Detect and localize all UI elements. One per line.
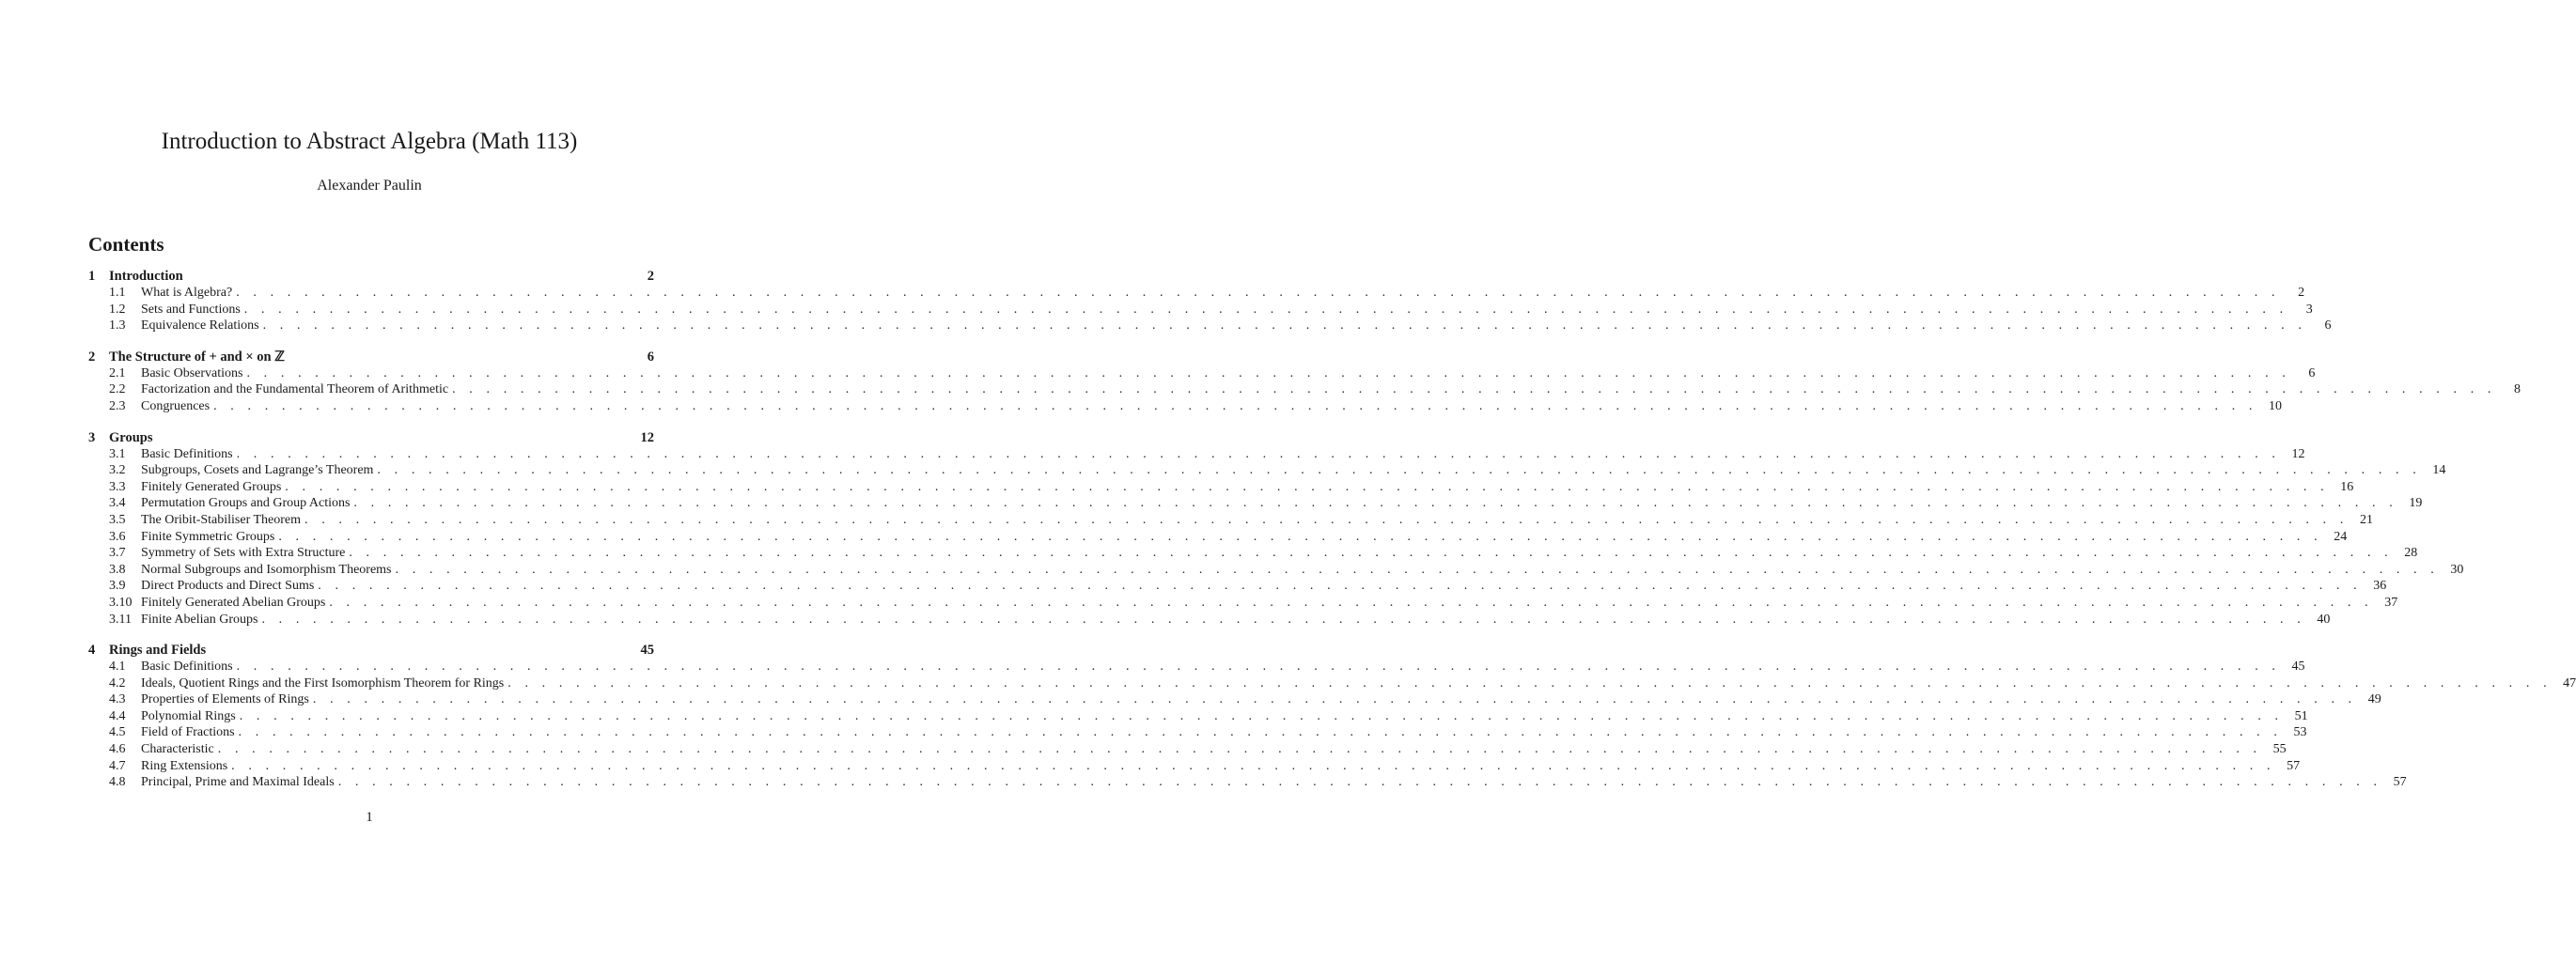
section-page-number: 53 [2293,725,2307,740]
section-number: 1.1 [109,286,126,300]
section-title: Principal, Prime and Maximal Ideals [141,775,335,790]
section-number: 3.1 [109,446,126,461]
toc-section-entry[interactable] [88,775,2407,792]
section-number: 4.6 [109,742,126,757]
section-title: Congruences [141,398,211,413]
toc-section-entry[interactable] [88,675,2576,693]
section-number: 2.3 [109,398,126,413]
toc-section-entry[interactable] [88,659,2305,676]
toc-section-entry[interactable] [88,496,2423,513]
section-page-number: 51 [2294,708,2308,723]
toc-section-entry[interactable] [88,382,2521,399]
toc-chapter-entry[interactable] [88,643,654,659]
dot-leader: . . . . . . . . . . . . . . . . . . . . . . . . . . . . . . . . . . . . . . . . . . . . . . . . . . . . . . . . . . . . . . . . . . . . . . . . . . . . . . . . . . . . . . . . . . . . . . . . . . . . . . . . . . . . . . . . . . . . . . . . [395,562,2440,577]
dot-leader: . . . . . . . . . . . . . . . . . . . . . . . . . . . . . . . . . . . . . . . . . . . . . . . . . . . . . . . . . . . . . . . . . . . . . . . . . . . . . . . . . . . . . . . . . . . . . . . . . . . . . . . . . . . . . . . . . . . . . . . . [236,286,2281,300]
chapter-title: The Structure of + and × on ℤ [109,349,285,365]
dot-leader: . . . . . . . . . . . . . . . . . . . . . . . . . . . . . . . . . . . . . . . . . . . . . . . . . . . . . . . . . . . . . . . . . . . . . . . . . . . . . . . . . . . . . . . . . . . . . . . . . . . . . . . . . . . . . . . . . . . . . . . . [236,659,2281,675]
section-number: 3.11 [109,612,132,627]
toc-section-entry[interactable] [88,546,2418,563]
dot-leader: . . . . . . . . . . . . . . . . . . . . . . . . . . . . . . . . . . . . . . . . . . . . . . . . . . . . . . . . . . . . . . . . . . . . . . . . . . . . . . . . . . . . . . . . . . . . . . . . . . . . . . . . . . . . . . . . . . . . . . . . [377,463,2422,478]
toc-section-entry[interactable] [88,398,2282,416]
document-author: Alexander Paulin [317,178,422,194]
section-page-number: 57 [2393,775,2407,790]
section-page-number: 6 [2324,318,2332,334]
dot-leader: . . . . . . . . . . . . . . . . . . . . . . . . . . . . . . . . . . . . . . . . . . . . . . . . . . . . . . . . . . . . . . . . . . . . . . . . . . . . . . . . . . . . . . . . . . . . . . . . . . . . . . . . . . . . . . . . . . . . . . . . [507,675,2553,690]
toc-section-entry[interactable] [88,692,2381,709]
section-number: 4.1 [109,659,126,675]
chapter-page-number: 2 [647,269,654,284]
section-title: Finitely Generated Abelian Groups [141,595,326,610]
dot-leader: . . . . . . . . . . . . . . . . . . . . . . . . . . . . . . . . . . . . . . . . . . . . . . . . . . . . . . . . . . . . . . . . . . . . . . . . . . . . . . . . . . . . . . . . . . . . . . . . . . . . . . . . . . . . . . . . . . . . . . . . [312,692,2357,707]
toc-chapter-entry[interactable] [88,430,654,447]
section-number: 3.3 [109,479,126,494]
toc-chapter [88,269,2332,335]
section-title: Finite Symmetric Groups [141,529,275,544]
document-title: Introduction to Abstract Algebra (Math 113) [161,129,578,154]
dot-leader: . . . . . . . . . . . . . . . . . . . . . . . . . . . . . . . . . . . . . . . . . . . . . . . . . . . . . . . . . . . . . . . . . . . . . . . . . . . . . . . . . . . . . . . . . . . . . . . . . . . . . . . . . . . . . . . . . . . . . . . . [213,398,2257,413]
section-title: Finitely Generated Groups [141,479,282,494]
toc-section-entry[interactable] [88,463,2446,480]
toc-chapter-entry[interactable] [88,269,654,286]
dot-leader: . . . . . . . . . . . . . . . . . . . . . . . . . . . . . . . . . . . . . . . . . . . . . . . . . . . . . . . . . . . . . . . . . . . . . . . . . . . . . . . . . . . . . . . . . . . . . . . . . . . . . . . . . . . . . . . . . . . . . . . . [262,318,2307,334]
chapter-number: 2 [88,349,96,365]
section-title: Ideals, Quotient Rings and the First Isomorphism Theorem for Rings [141,675,505,690]
section-title: Basic Definitions [141,446,233,461]
section-number: 3.2 [109,463,126,478]
toc-section-entry[interactable] [88,479,2354,497]
toc-section-entry[interactable] [88,612,2331,629]
section-number: 3.5 [109,512,126,527]
section-number: 1.3 [109,318,126,334]
toc-chapter [88,349,2521,416]
section-page-number: 2 [2298,286,2305,300]
toc-section-entry[interactable] [88,512,2373,530]
dot-leader: . . . . . . . . . . . . . . . . . . . . . . . . . . . . . . . . . . . . . . . . . . . . . . . . . . . . . . . . . . . . . . . . . . . . . . . . . . . . . . . . . . . . . . . . . . . . . . . . . . . . . . . . . . . . . . . . . . . . . . . . [349,546,2394,561]
section-title: Permutation Groups and Group Actions [141,496,351,511]
section-page-number: 55 [2272,742,2287,757]
toc-section-entry[interactable] [88,595,2398,613]
section-number: 3.4 [109,496,126,511]
dot-leader: . . . . . . . . . . . . . . . . . . . . . . . . . . . . . . . . . . . . . . . . . . . . . . . . . . . . . . . . . . . . . . . . . . . . . . . . . . . . . . . . . . . . . . . . . . . . . . . . . . . . . . . . . . . . . . . . . . . . . . . . [329,595,2374,610]
section-page-number: 6 [2308,365,2316,380]
toc-section-entry[interactable] [88,302,2313,319]
section-page-number: 10 [2269,398,2282,413]
section-number: 3.9 [109,579,126,594]
section-number: 2.2 [109,382,126,397]
dot-leader: . . . . . . . . . . . . . . . . . . . . . . . . . . . . . . . . . . . . . . . . . . . . . . . . . . . . . . . . . . . . . . . . . . . . . . . . . . . . . . . . . . . . . . . . . . . . . . . . . . . . . . . . . . . . . . . . . . . . . . . . [353,496,2398,511]
section-page-number: 16 [2340,479,2354,494]
section-title: Symmetry of Sets with Extra Structure [141,546,346,561]
chapter-title: Rings and Fields [109,643,207,659]
toc-section-entry[interactable] [88,742,2287,759]
section-number: 1.2 [109,302,126,317]
section-number: 4.5 [109,725,126,740]
section-page-number: 24 [2334,529,2348,544]
section-page-number: 30 [2450,562,2464,577]
section-page-number: 19 [2409,496,2423,511]
toc-section-entry[interactable] [88,446,2305,464]
toc-section-entry[interactable] [88,529,2348,547]
chapter-number: 3 [88,429,96,445]
toc-section-entry[interactable] [88,318,2332,335]
section-page-number: 57 [2287,758,2301,773]
dot-leader: . . . . . . . . . . . . . . . . . . . . . . . . . . . . . . . . . . . . . . . . . . . . . . . . . . . . . . . . . . . . . . . . . . . . . . . . . . . . . . . . . . . . . . . . . . . . . . . . . . . . . . . . . . . . . . . . . . . . . . . . [261,612,2306,627]
section-title: The Oribit-Stabiliser Theorem [141,512,302,527]
toc-section-entry[interactable] [88,758,2301,776]
toc-section-entry[interactable] [88,725,2307,742]
chapter-title: Introduction [109,269,183,284]
toc-chapter [88,643,2576,792]
dot-leader: . . . . . . . . . . . . . . . . . . . . . . . . . . . . . . . . . . . . . . . . . . . . . . . . . . . . . . . . . . . . . . . . . . . . . . . . . . . . . . . . . . . . . . . . . . . . . . . . . . . . . . . . . . . . . . . . . . . . . . . . [246,365,2291,380]
chapter-title: Groups [109,429,153,445]
dot-leader: . . . . . . . . . . . . . . . . . . . . . . . . . . . . . . . . . . . . . . . . . . . . . . . . . . . . . . . . . . . . . . . . . . . . . . . . . . . . . . . . . . . . . . . . . . . . . . . . . . . . . . . . . . . . . . . . . . . . . . . . [238,725,2283,740]
toc-section-entry[interactable] [88,579,2387,596]
toc-section-entry[interactable] [88,708,2308,726]
toc-chapter-entry[interactable] [88,349,654,366]
section-page-number: 12 [2291,446,2305,461]
section-number: 3.7 [109,546,126,561]
dot-leader: . . . . . . . . . . . . . . . . . . . . . . . . . . . . . . . . . . . . . . . . . . . . . . . . . . . . . . . . . . . . . . . . . . . . . . . . . . . . . . . . . . . . . . . . . . . . . . . . . . . . . . . . . . . . . . . . . . . . . . . . [285,479,2330,494]
section-title: Subgroups, Cosets and Lagrange’s Theorem [141,463,374,478]
section-title: Basic Definitions [141,659,233,675]
toc-section-entry[interactable] [88,365,2316,383]
page-number: 1 [366,810,373,825]
dot-leader: . . . . . . . . . . . . . . . . . . . . . . . . . . . . . . . . . . . . . . . . . . . . . . . . . . . . . . . . . . . . . . . . . . . . . . . . . . . . . . . . . . . . . . . . . . . . . . . . . . . . . . . . . . . . . . . . . . . . . . . . [318,579,2363,594]
toc-section-entry[interactable] [88,286,2305,303]
toc-chapter [88,429,2464,629]
dot-leader: . . . . . . . . . . . . . . . . . . . . . . . . . . . . . . . . . . . . . . . . . . . . . . . . . . . . . . . . . . . . . . . . . . . . . . . . . . . . . . . . . . . . . . . . . . . . . . . . . . . . . . . . . . . . . . . . . . . . . . . . [304,512,2349,527]
section-title: Field of Fractions [141,725,235,740]
dot-leader: . . . . . . . . . . . . . . . . . . . . . . . . . . . . . . . . . . . . . . . . . . . . . . . . . . . . . . . . . . . . . . . . . . . . . . . . . . . . . . . . . . . . . . . . . . . . . . . . . . . . . . . . . . . . . . . . . . . . . . . . [231,758,2276,773]
section-title: What is Algebra? [141,286,233,300]
section-number: 4.3 [109,692,126,707]
section-title: Characteristic [141,742,214,757]
section-page-number: 49 [2367,692,2381,707]
section-page-number: 21 [2359,512,2373,527]
section-title: Factorization and the Fundamental Theorem of Arithmetic [141,382,449,397]
dot-leader: . . . . . . . . . . . . . . . . . . . . . . . . . . . . . . . . . . . . . . . . . . . . . . . . . . . . . . . . . . . . . . . . . . . . . . . . . . . . . . . . . . . . . . . . . . . . . . . . . . . . . . . . . . . . . . . . . . . . . . . . [217,742,2262,757]
section-title: Equivalence Relations [141,318,259,334]
section-page-number: 45 [2291,659,2305,675]
section-title: Sets and Functions [141,302,241,317]
section-page-number: 28 [2404,546,2418,561]
section-number: 3.6 [109,529,126,544]
contents-heading: Contents [88,233,164,256]
section-page-number: 36 [2373,579,2387,594]
section-page-number: 3 [2305,302,2313,317]
dot-leader: . . . . . . . . . . . . . . . . . . . . . . . . . . . . . . . . . . . . . . . . . . . . . . . . . . . . . . . . . . . . . . . . . . . . . . . . . . . . . . . . . . . . . . . . . . . . . . . . . . . . . . . . . . . . . . . . . . . . . . . . [243,302,2288,317]
section-number: 2.1 [109,365,126,380]
section-title: Direct Products and Direct Sums [141,579,315,594]
section-title: Normal Subgroups and Isomorphism Theorems [141,562,392,577]
chapter-page-number: 45 [640,643,654,659]
section-page-number: 40 [2317,612,2331,627]
section-title: Properties of Elements of Rings [141,692,309,707]
section-number: 3.10 [109,595,133,610]
section-number: 4.4 [109,708,126,723]
section-page-number: 47 [2563,675,2576,690]
section-title: Finite Abelian Groups [141,612,258,627]
chapter-number: 4 [88,643,96,659]
section-page-number: 8 [2514,382,2521,397]
section-number: 3.8 [109,562,126,577]
chapter-page-number: 6 [647,349,654,365]
section-number: 4.8 [109,775,126,790]
section-title: Polynomial Rings [141,708,236,723]
dot-leader: . . . . . . . . . . . . . . . . . . . . . . . . . . . . . . . . . . . . . . . . . . . . . . . . . . . . . . . . . . . . . . . . . . . . . . . . . . . . . . . . . . . . . . . . . . . . . . . . . . . . . . . . . . . . . . . . . . . . . . . . [278,529,2323,544]
chapter-number: 1 [88,269,96,284]
toc-section-entry[interactable] [88,562,2464,580]
section-page-number: 37 [2384,595,2398,610]
section-title: Ring Extensions [141,758,228,773]
chapter-page-number: 12 [640,429,654,445]
table-of-contents [88,269,2576,806]
section-title: Basic Observations [141,365,243,380]
section-number: 4.2 [109,675,126,690]
section-number: 4.7 [109,758,126,773]
dot-leader: . . . . . . . . . . . . . . . . . . . . . . . . . . . . . . . . . . . . . . . . . . . . . . . . . . . . . . . . . . . . . . . . . . . . . . . . . . . . . . . . . . . . . . . . . . . . . . . . . . . . . . . . . . . . . . . . . . . . . . . . [452,382,2496,397]
dot-leader: . . . . . . . . . . . . . . . . . . . . . . . . . . . . . . . . . . . . . . . . . . . . . . . . . . . . . . . . . . . . . . . . . . . . . . . . . . . . . . . . . . . . . . . . . . . . . . . . . . . . . . . . . . . . . . . . . . . . . . . . [337,775,2382,790]
section-page-number: 14 [2432,463,2446,478]
dot-leader: . . . . . . . . . . . . . . . . . . . . . . . . . . . . . . . . . . . . . . . . . . . . . . . . . . . . . . . . . . . . . . . . . . . . . . . . . . . . . . . . . . . . . . . . . . . . . . . . . . . . . . . . . . . . . . . . . . . . . . . . [236,446,2281,461]
dot-leader: . . . . . . . . . . . . . . . . . . . . . . . . . . . . . . . . . . . . . . . . . . . . . . . . . . . . . . . . . . . . . . . . . . . . . . . . . . . . . . . . . . . . . . . . . . . . . . . . . . . . . . . . . . . . . . . . . . . . . . . . [239,708,2284,723]
